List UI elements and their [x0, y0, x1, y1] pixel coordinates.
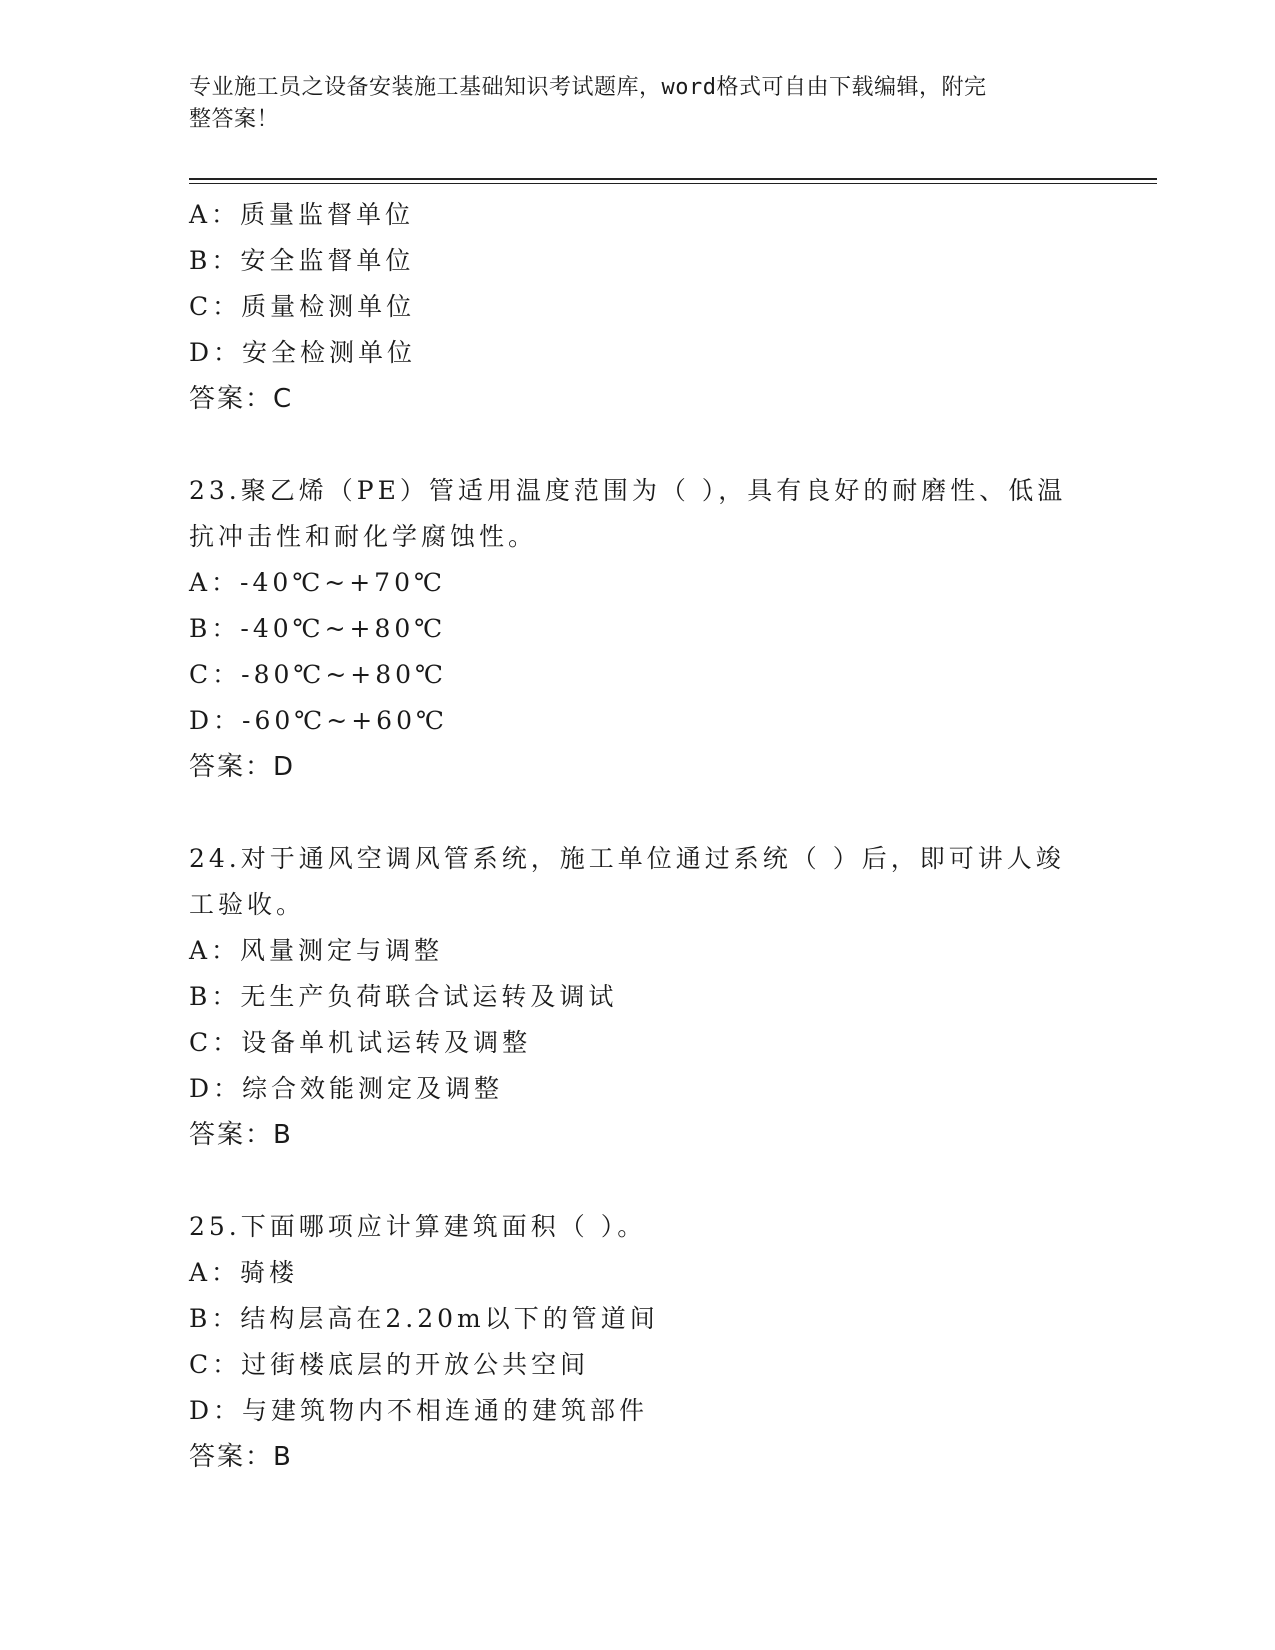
spacer: [189, 1158, 1089, 1204]
question-stem-line-1: 23.聚乙烯（PE）管适用温度范围为（ ），具有良好的耐磨性、低温: [189, 476, 1067, 505]
question-25: [189, 1204, 1089, 1480]
answer: 答案：D: [189, 752, 296, 782]
option-b: B：结构层高在2.20m以下的管道间: [189, 1304, 659, 1333]
option-b: B：安全监督单位: [189, 246, 415, 275]
question-24: [189, 836, 1089, 1158]
header-line-2: 整答案！: [189, 107, 280, 132]
option-c: C：质量检测单位: [189, 292, 416, 321]
answer: 答案：C: [189, 384, 294, 414]
option-a: A：质量监督单位: [189, 200, 415, 229]
option-a: A：风量测定与调整: [189, 936, 444, 965]
question-stem-line-2: 工验收。: [189, 890, 306, 919]
option-d: D：安全检测单位: [189, 338, 417, 367]
question-stem-line-2: 抗冲击性和耐化学腐蚀性。: [189, 522, 538, 551]
option-c: C：-80℃~+80℃: [189, 660, 448, 689]
option-c: C：设备单机试运转及调整: [189, 1028, 532, 1057]
spacer: [189, 790, 1089, 836]
option-d: D：与建筑物内不相连通的建筑部件: [189, 1396, 649, 1425]
option-d: D：综合效能测定及调整: [189, 1074, 504, 1103]
option-a: A：-40℃~+70℃: [189, 568, 446, 597]
spacer: [189, 422, 1089, 468]
answer: 答案：B: [189, 1442, 293, 1472]
question-23: [189, 468, 1089, 790]
answer: 答案：B: [189, 1120, 293, 1150]
option-b: B：-40℃~+80℃: [189, 614, 447, 643]
question-stem-line-1: 24.对于通风空调风管系统，施工单位通过系统（ ）后，即可讲人竣: [189, 844, 1065, 873]
question-stem-line-1: 25.下面哪项应计算建筑面积（ ）。: [189, 1212, 647, 1241]
header-line-1: 专业施工员之设备安装施工基础知识考试题库，word格式可自由下载编辑，附完: [189, 75, 987, 100]
header-divider-thin: [189, 183, 1157, 184]
option-b: B：无生产负荷联合试运转及调试: [189, 982, 618, 1011]
document-header: [189, 72, 1069, 136]
option-c: C：过街楼底层的开放公共空间: [189, 1350, 590, 1379]
question-list: [189, 192, 1089, 1480]
header-divider-thick: [189, 178, 1157, 180]
question-22: [189, 192, 1089, 422]
option-a: A：骑楼: [189, 1258, 299, 1287]
option-d: D：-60℃~+60℃: [189, 706, 448, 735]
